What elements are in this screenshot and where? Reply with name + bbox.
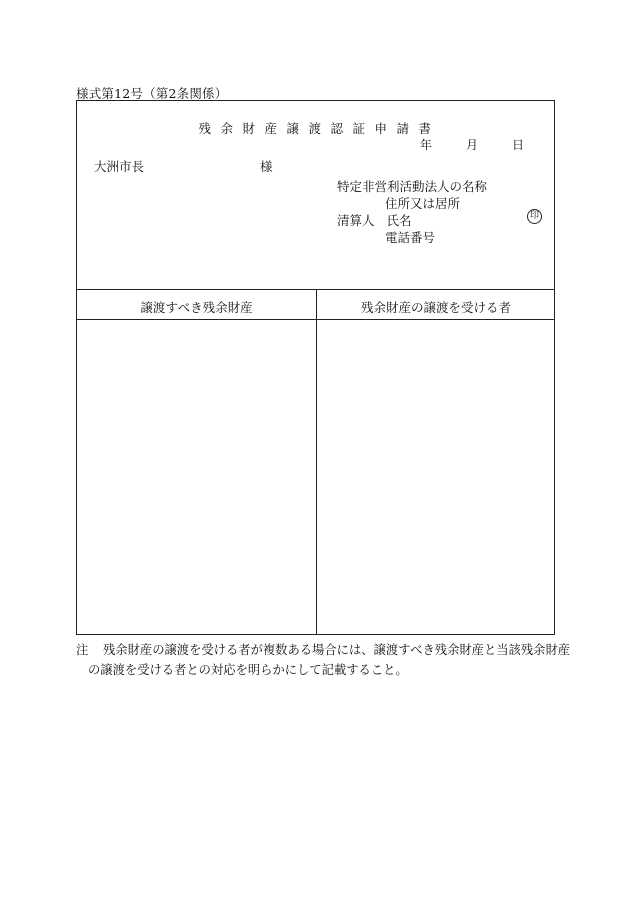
header-property: 譲渡すべき残余財産 xyxy=(140,300,253,315)
addressee: 大洲市長 xyxy=(94,159,145,174)
form-frame xyxy=(76,100,555,635)
document-title: 残余財産譲渡認証申請書 xyxy=(198,121,441,136)
honorific: 様 xyxy=(260,159,273,174)
footnote-line-1 xyxy=(76,640,571,660)
name-label: 氏名 xyxy=(386,213,412,228)
footnote xyxy=(76,640,571,680)
date-day: 日 xyxy=(511,138,524,152)
property-cell[interactable] xyxy=(77,320,316,634)
phone-label: 電話番号 xyxy=(385,230,436,245)
form-number: 様式第12号（第2条関係） xyxy=(76,86,228,101)
seal-mark-icon: 印 xyxy=(527,209,542,224)
org-name-label: 特定非営利活動法人の名称 xyxy=(337,179,488,194)
recipient-cell[interactable] xyxy=(317,320,555,634)
applicant-block xyxy=(337,178,487,246)
liquidator-row xyxy=(337,212,487,229)
footnote-text-1: 残余財産の譲渡を受ける者が複数ある場合には、譲渡すべき残余財産と当該残余財産 xyxy=(103,643,571,657)
footnote-label: 注 xyxy=(76,643,89,657)
address-label: 住所又は居所 xyxy=(385,196,461,211)
header-recipient: 残余財産の譲渡を受ける者 xyxy=(360,300,511,315)
date-line xyxy=(420,136,524,153)
date-month: 月 xyxy=(465,138,478,152)
date-year: 年 xyxy=(419,138,432,152)
property-transfer-table xyxy=(77,289,554,634)
liquidator-label: 清算人 xyxy=(337,213,375,228)
footnote-line-2: の譲渡を受ける者との対応を明らかにして記載すること。 xyxy=(88,663,408,677)
